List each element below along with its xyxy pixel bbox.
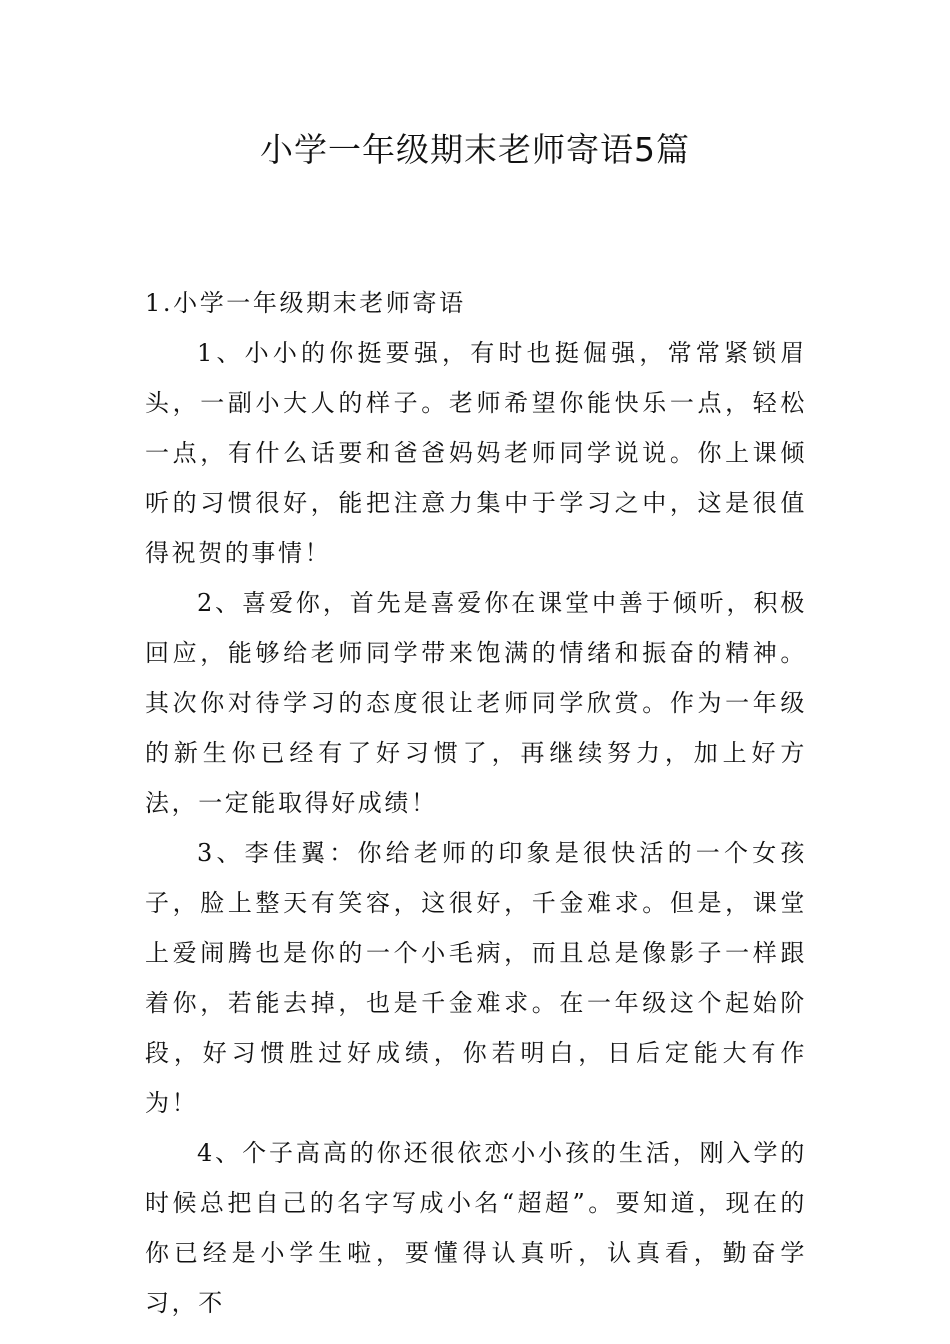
document-title: 小学一年级期末老师寄语5篇 bbox=[260, 130, 690, 169]
paragraph-1: 1、小小的你挺要强，有时也挺倔强，常常紧锁眉头，一副小大人的样子。老师希望你能快乐一点，轻松一点，有什么话要和爸爸妈妈老师同学说说。你上课倾听的习惯很好，能把注意力集中于学习之中，这是很值得祝贺的事情！ bbox=[145, 339, 807, 567]
paragraph-4: 4、个子高高的你还很依恋小小孩的生活，刚入学的时候总把自己的名字写成小名“超超”。要知道，现在的你已经是小学生啦，要懂得认真听，认真看，勤奋学习，不 bbox=[145, 1139, 807, 1317]
paragraph-3: 3、李佳翼：你给老师的印象是很快活的一个女孩子，脸上整天有笑容，这很好，千金难求。但是，课堂上爱闹腾也是你的一个小毛病，而且总是像影子一样跟着你，若能去掉，也是千金难求。在一年级这个起始阶段，好习惯胜过好成绩，你若明白，日后定能大有作为！ bbox=[145, 839, 807, 1117]
section-heading: 1.小学一年级期末老师寄语 bbox=[145, 289, 466, 317]
paragraph-2: 2、喜爱你，首先是喜爱你在课堂中善于倾听，积极回应，能够给老师同学带来饱满的情绪和振奋的精神。其次你对待学习的态度很让老师同学欣赏。作为一年级的新生你已经有了好习惯了，再继续努力，加上好方法，一定能取得好成绩！ bbox=[145, 589, 807, 817]
document-body bbox=[145, 278, 807, 1328]
